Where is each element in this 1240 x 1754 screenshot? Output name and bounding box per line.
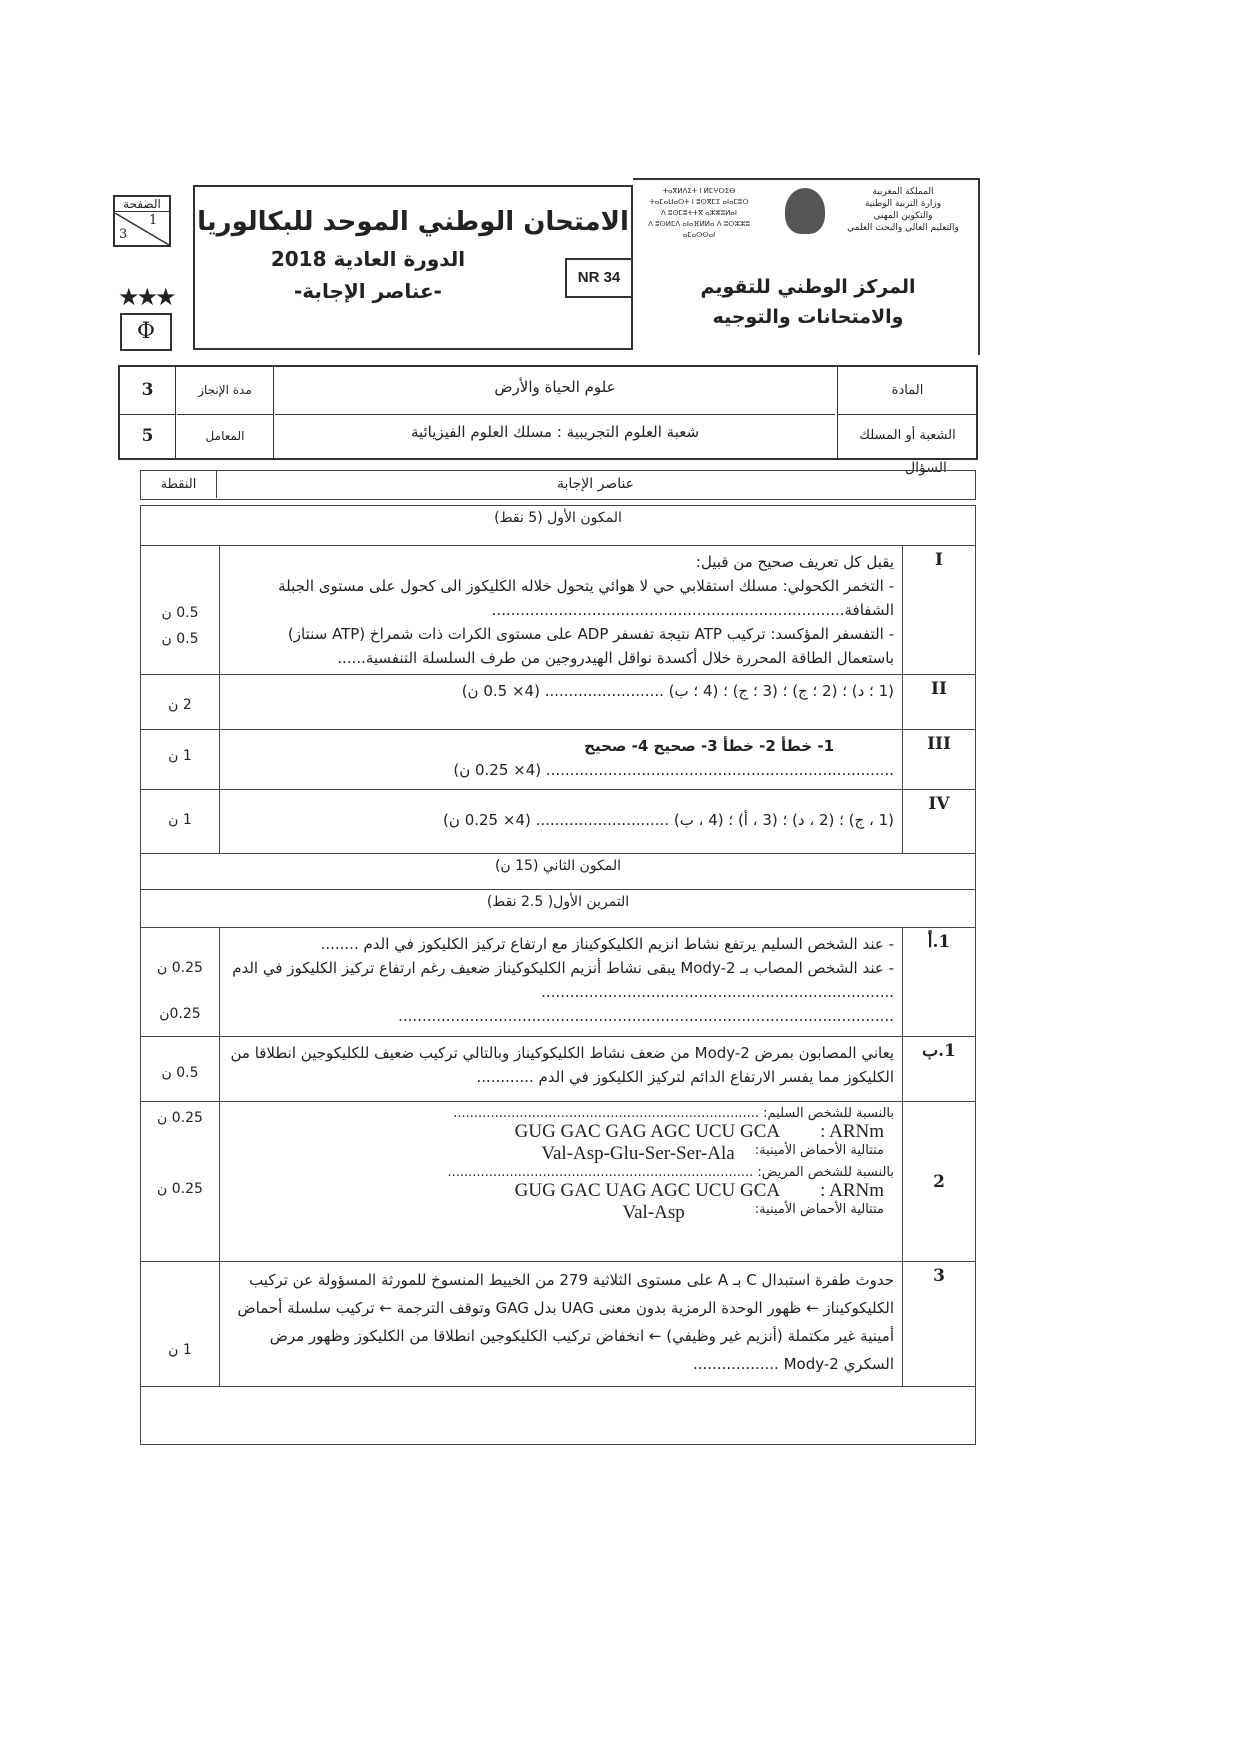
points-column-header: النقطة xyxy=(141,471,217,498)
table-row xyxy=(141,1037,976,1102)
answer-table xyxy=(140,505,976,1387)
page-current: 1 xyxy=(149,213,158,228)
arn-label: : ARNm xyxy=(820,1121,884,1142)
tifinagh-line: ⵜⴰⵎⴰⵡⴰⵙⵜ ⵏ ⵓⵙⴳⵎⵉ ⴰⵏⴰⵎⵓⵔ xyxy=(649,198,749,206)
healthy-label: بالنسبة للشخص السليم: .......................................................................... xyxy=(453,1106,894,1121)
points-cell: 2 ن xyxy=(141,675,220,730)
phi-symbol: Φ xyxy=(120,313,172,351)
points-cell: 1 ن xyxy=(141,790,220,854)
ministry-line: المملكة المغربية xyxy=(872,187,934,197)
page-number-box xyxy=(113,195,171,247)
question-number: 2 xyxy=(903,1102,976,1262)
amino-acid-label: متتالية الأحماض الأمينية: xyxy=(754,1143,884,1158)
page-label: الصفحة xyxy=(115,197,169,212)
sick-label: بالنسبة للشخص المريض: .......................................................................... xyxy=(447,1165,894,1180)
ministry-name xyxy=(833,186,973,234)
answer-line: - التخمر الكحولي: مسلك استقلابي حي لا هوائي يتحول خلاله الكليكوز الى كحول على مستوى الجبلة الشفافة.......................................................................... xyxy=(278,577,894,619)
table-row xyxy=(141,546,976,675)
question-number: III xyxy=(903,730,976,790)
question-number: 1.أ xyxy=(903,928,976,1037)
ministry-line: وزارة التربية الوطنية xyxy=(864,199,942,209)
answer-cell xyxy=(220,928,903,1037)
answer-cell: يعاني المصابون بمرض Mody-2 من ضعف نشاط الكليكوكيناز وبالتالي تركيب ضعيف للكليكوجين انطلاقا من الكليكوز مما يفسر الارتفاع الدائم لتركيز الكليكوز في الدم ............ xyxy=(220,1037,903,1102)
coefficient-value: 5 xyxy=(120,414,176,458)
ministry-header xyxy=(633,178,980,355)
subject-label: المادة xyxy=(837,367,977,415)
answer-line: ......................................................................... (4× 0.25 ن) xyxy=(453,761,894,779)
points: 0.25 ن xyxy=(157,960,203,976)
stars: ★★★ xyxy=(118,283,174,311)
sick-mrna-sequence: GUG GAC UAG AGC UCU GCA xyxy=(514,1180,781,1201)
answer-elements-subtitle: -عناصر الإجابة- xyxy=(294,279,442,303)
table-row xyxy=(141,675,976,730)
answer-line: - التفسفر المؤكسد: تركيب ATP نتيجة تفسفر ADP على مستوى الكرات ذات شمراخ (ATP سنتاز) باستعمال الطاقة المحررة خلال أكسدة نواقل الهيدروجين من طرف السلسلة التنفسية...... xyxy=(287,625,894,667)
points: 0.5 ن xyxy=(161,631,199,647)
table-row xyxy=(141,1102,976,1262)
points: 0.25ن xyxy=(159,1006,201,1022)
question-number: IV xyxy=(903,790,976,854)
answer-column-header: عناصر الإجابة xyxy=(556,476,635,492)
points-cell: 0.5 ن xyxy=(141,1037,220,1102)
exam-code: NR 34 xyxy=(565,258,633,298)
exam-title: الامتحان الوطني الموحد للبكالوريا xyxy=(197,207,629,237)
duration-value: 3 xyxy=(120,367,176,415)
exercise1-heading: التمرين الأول( 2.5 نقط) xyxy=(141,890,976,928)
question-number: 1.ب xyxy=(903,1037,976,1102)
points: 0.25 ن xyxy=(157,1181,203,1197)
tifinagh-line: ⵜⴰⴳⵍⴷⵉⵜ ⵏ ⵍⵎⵖⵔⵉⴱ xyxy=(662,187,736,195)
answer-cell: حدوث طفرة استبدال C بـ A على مستوى الثلاثية 279 من الخييط المنسوخ للمورثة المسؤولة عن تركيب الكليكوكيناز ← ظهور الوحدة الرمزية بدون معنى UAG بدل GAG وتوقف الترجمة ← تركيب سلسلة أحماض أمينية غير مكتملة (أنزيم غير وظيفي) ← انخفاض تركيب الكليكوجين انطلاقا من الكليكوز وظهور مرض السكري Mody-2 .................. xyxy=(220,1262,903,1387)
branch-name: شعبة العلوم التجريبية : مسلك العلوم الفيزيائية xyxy=(410,423,700,441)
points-cell: 1 ن xyxy=(141,1262,220,1387)
table-row xyxy=(141,790,976,854)
subject-name: علوم الحياة والأرض xyxy=(275,367,835,415)
question-number: II xyxy=(903,675,976,730)
ministry-line: والتكوين المهني xyxy=(873,211,933,221)
table-row xyxy=(141,1262,976,1387)
answer-cell xyxy=(220,1102,903,1262)
points: 0.25 ن xyxy=(157,1110,203,1126)
answer-line: - عند الشخص السليم يرتفع نشاط انزيم الكليكوكيناز مع ارتفاع تركيز الكليكوز في الدم ........ xyxy=(320,935,894,953)
branch-label: الشعبة أو المسلك xyxy=(837,414,977,458)
national-center: المركز الوطني للتقويم والامتحانات والتوجيه xyxy=(700,276,916,328)
points-cell xyxy=(141,1102,220,1262)
healthy-amino-acid-sequence: Val-Asp-Glu-Ser-Ser-Ala xyxy=(541,1143,735,1164)
arn-label: : ARNm xyxy=(820,1180,884,1201)
sick-amino-acid-sequence: Val-Asp xyxy=(622,1202,685,1223)
page-total: 3 xyxy=(119,227,128,242)
table-bottom-border xyxy=(140,1375,976,1445)
answer-cell xyxy=(220,730,903,790)
answer-line: يقبل كل تعريف صحيح من قبيل: xyxy=(695,553,894,571)
answer-line: - عند الشخص المصاب بـ Mody-2 يبقى نشاط أنزيم الكليكوكيناز ضعيف رغم ارتفاع تركيز الكليكوز في الدم .......................................................................... xyxy=(232,959,894,1001)
answer-cell: (1 ؛ د) ؛ (2 ؛ ج) ؛ (3 ؛ ج) ؛ (4 ؛ ب) ......................... (4× 0.5 ن) xyxy=(220,675,903,730)
duration-label: مدة الإنجاز xyxy=(177,367,274,415)
table-row xyxy=(141,730,976,790)
tifinagh-line: ⴷ ⵓⵙⵍⵎⴷ ⴰⵏⴰⴼⵍⵍⴰ ⴷ ⵓⵔⵣⵣⵓ ⴰⵎⴰⵙⵙⴰⵏ xyxy=(648,220,750,239)
question-number: I xyxy=(903,546,976,675)
question-column-header: السؤال xyxy=(905,460,947,476)
coefficient-label: المعامل xyxy=(177,414,274,458)
question-number: 3 xyxy=(903,1262,976,1387)
subject-info-box xyxy=(118,365,978,460)
ministry-tifinagh xyxy=(639,186,759,241)
table-row xyxy=(141,928,976,1037)
answer-line: 1- خطأ 2- خطأ 3- صحيح 4- صحيح xyxy=(584,737,834,755)
part1-heading: المكون الأول (5 نقط) xyxy=(141,506,976,546)
answer-line: ........................................................................................................ xyxy=(398,1007,894,1025)
tifinagh-line: ⴷ ⵓⵙⵎⵓⵜⵜⴳ ⴰⵣⵣⵓⵍⴰⵏ xyxy=(661,209,737,217)
session: الدورة العادية 2018 xyxy=(270,247,466,271)
points-cell xyxy=(141,546,220,675)
coat-of-arms-emblem xyxy=(785,188,825,234)
part2-heading: المكون الثاني (15 ن) xyxy=(141,854,976,890)
points-cell xyxy=(141,928,220,1037)
answer-cell xyxy=(220,546,903,675)
ministry-line: والتعليم العالي والبحث العلمي xyxy=(847,223,959,233)
amino-acid-label: متتالية الأحماض الأمينية: xyxy=(754,1202,884,1217)
answer-cell: (1 ، ج) ؛ (2 ، د) ؛ (3 ، أ) ؛ (4 ، ب) ............................ (4× 0.25 ن) xyxy=(220,790,903,854)
points-cell: 1 ن xyxy=(141,730,220,790)
answer-header-row xyxy=(140,470,976,500)
healthy-mrna-sequence: GUG GAC GAG AGC UCU GCA xyxy=(514,1121,781,1142)
points: 0.5 ن xyxy=(161,605,199,621)
